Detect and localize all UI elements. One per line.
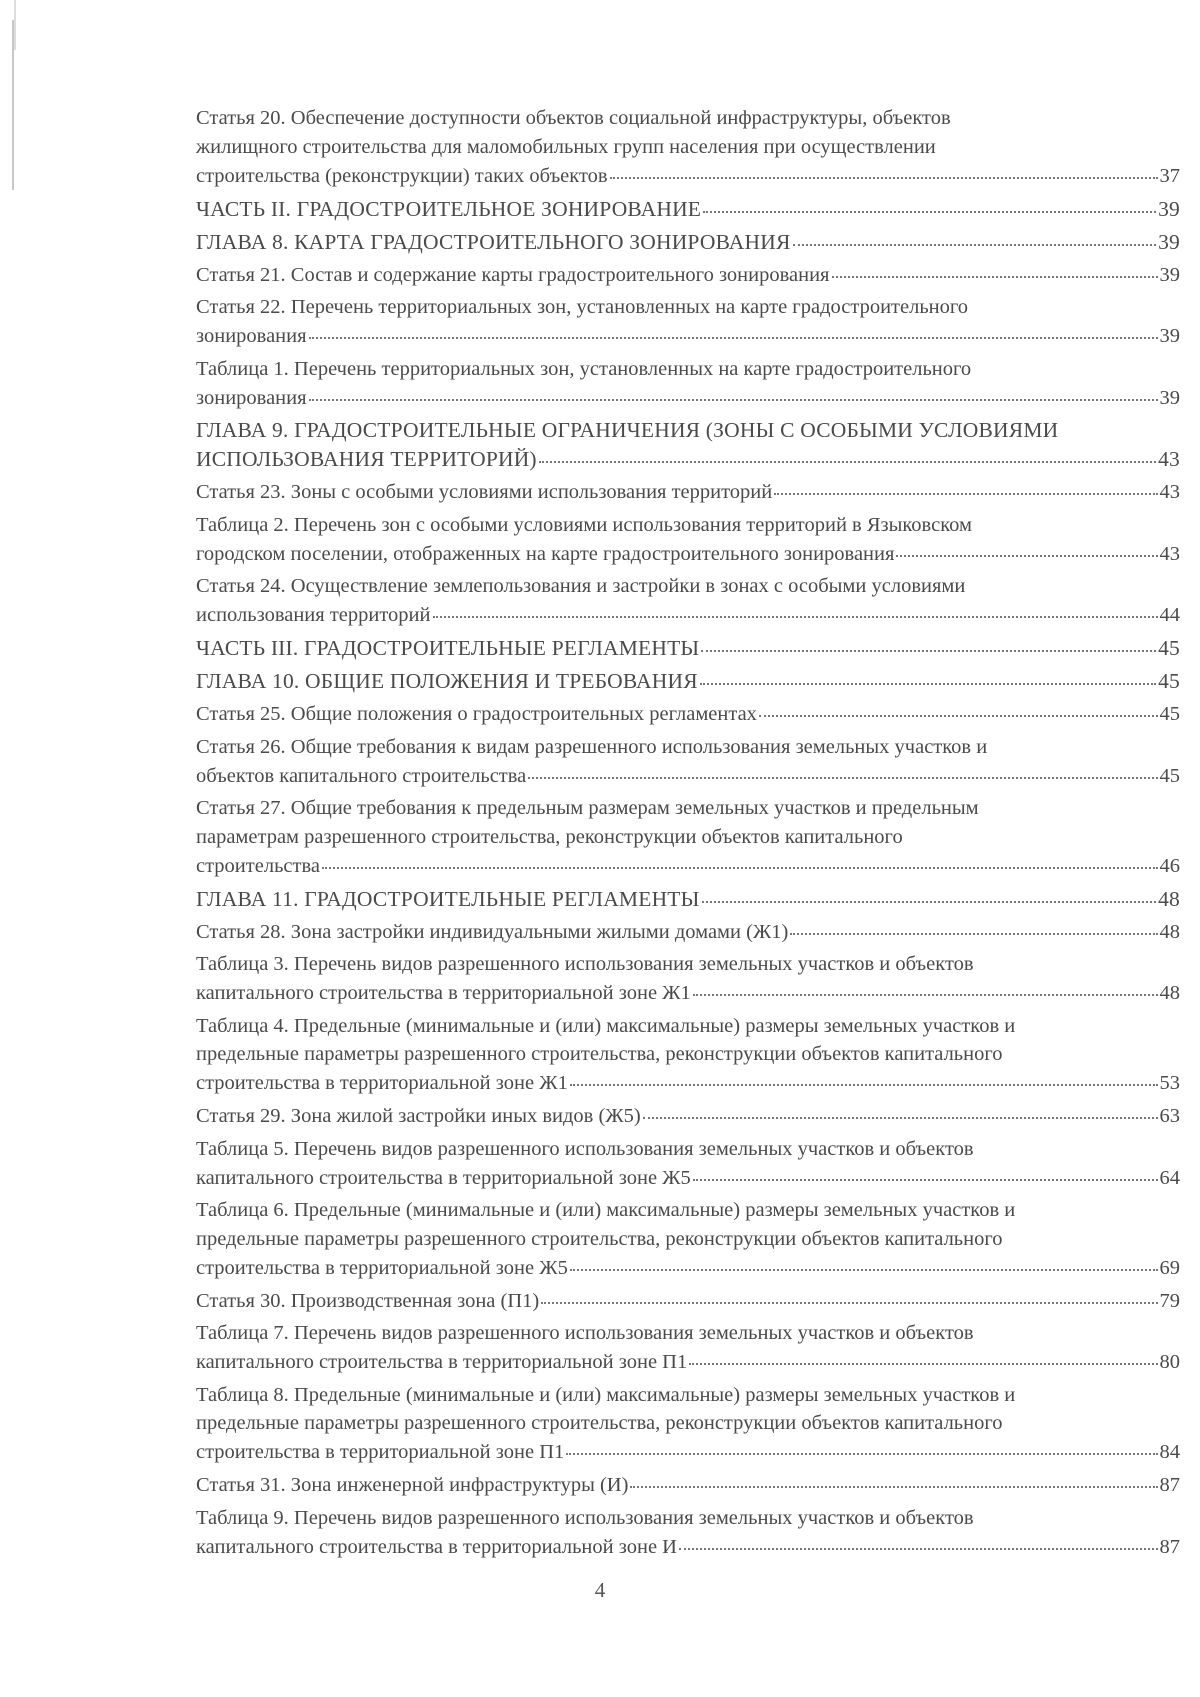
dot-leader <box>566 1438 1157 1459</box>
dot-leader <box>309 383 1158 404</box>
toc-entry <box>196 1471 1180 1500</box>
dot-leader <box>702 884 1157 906</box>
toc-page-number: 64 <box>1159 1166 1180 1189</box>
toc-page-number: 45 <box>1158 669 1180 693</box>
toc-entry-line: Таблица 6. Предельные (минимальные и (или) максимальные) размеры земельных участков и <box>196 1199 1016 1221</box>
toc-entry-last-line <box>196 1253 1180 1282</box>
scan-edge-line <box>14 0 16 50</box>
dot-leader <box>693 979 1158 1000</box>
toc-entry <box>196 355 1180 413</box>
toc-entry-last-line <box>196 851 1180 880</box>
toc-page-number: 53 <box>1159 1072 1180 1094</box>
toc-entry-last-line <box>196 761 1180 790</box>
toc-page-number: 43 <box>1159 542 1180 565</box>
dot-leader <box>700 667 1156 689</box>
dot-leader <box>309 322 1158 343</box>
toc-entry <box>196 1504 1180 1562</box>
dot-leader <box>570 1253 1158 1274</box>
toc-entry <box>196 667 1180 696</box>
toc-entry-last-line <box>196 260 1180 289</box>
toc-entry-line: строительства в территориальной зоне Ж1 <box>196 1072 568 1094</box>
toc-entry-last-line <box>196 1163 1180 1192</box>
toc-entry-line: капитального строительства в территориальной зоне Ж5 <box>196 1166 691 1189</box>
toc-page-number: 43 <box>1159 481 1180 503</box>
toc-page-number: 43 <box>1158 447 1180 471</box>
toc-entry-line: Таблица 7. Перечень видов разрешенного использования земельных участков и объектов <box>196 1322 974 1344</box>
toc-entry-line: Статья 28. Зона застройки индивидуальными жилыми домами (Ж1) <box>196 920 789 943</box>
dot-leader <box>793 227 1157 249</box>
toc-entry-line: объектов капитального строительства <box>196 764 527 787</box>
dot-leader <box>774 478 1157 499</box>
toc-entry <box>196 1102 1180 1131</box>
toc-entry <box>196 634 1180 663</box>
toc-entry-line: Статья 30. Производственная зона (П1) <box>196 1289 540 1312</box>
toc-entry-line: жилищного строительства для маломобильных групп населения при осуществлении <box>196 135 936 158</box>
toc-entry-line: Таблица 1. Перечень территориальных зон, установленных на карте градостроительного <box>196 357 972 380</box>
dot-leader <box>570 1069 1158 1090</box>
toc-entry <box>196 950 1180 1008</box>
toc-entry <box>196 511 1180 569</box>
toc-entry-line: использования территорий <box>196 604 431 626</box>
toc-entry-line: строительства в территориальной зоне Ж5 <box>196 1256 568 1279</box>
toc-entry <box>196 1135 1180 1193</box>
toc-page-number: 39 <box>1159 263 1180 286</box>
toc-entry <box>196 104 1180 190</box>
dot-leader <box>610 161 1158 182</box>
toc-page-number: 80 <box>1159 1351 1180 1373</box>
toc-entry-last-line <box>196 161 1180 190</box>
toc-entry-line: Статья 29. Зона жилой застройки иных видов (Ж5) <box>196 1105 641 1127</box>
toc-entry-line: предельные параметры разрешенного строительства, реконструкции объектов капитального <box>196 1227 1003 1250</box>
toc-page-number: 39 <box>1159 386 1180 409</box>
toc-entry-last-line <box>196 1438 1180 1467</box>
toc-entry-last-line <box>196 601 1180 630</box>
toc-entry <box>196 227 1180 256</box>
toc-entry-line: ЧАСТЬ II. ГРАДОСТРОИТЕЛЬНОЕ ЗОНИРОВАНИЕ <box>196 196 702 221</box>
toc-entry-line: Статья 20. Обеспечение доступности объектов социальной инфраструктуры, объектов <box>196 107 951 129</box>
dot-leader <box>896 539 1157 560</box>
toc-entry-line: капитального строительства в территориальной зоне Ж1 <box>196 982 691 1004</box>
toc-entry-line: ЧАСТЬ III. ГРАДОСТРОИТЕЛЬНЫЕ РЕГЛАМЕНТЫ <box>196 636 700 660</box>
toc-page-number: 39 <box>1159 325 1180 347</box>
toc-entry-last-line <box>196 1102 1180 1131</box>
dot-leader <box>759 700 1158 721</box>
dot-leader <box>689 1348 1157 1369</box>
toc-page-number: 45 <box>1159 703 1180 725</box>
toc-page-number: 87 <box>1159 1474 1180 1496</box>
toc-entry-last-line <box>196 383 1180 412</box>
toc-page-number: 63 <box>1159 1105 1180 1127</box>
toc-entry <box>196 733 1180 791</box>
toc-entry-line: капитального строительства в территориальной зоне П1 <box>196 1351 688 1373</box>
toc-entry-last-line <box>196 979 1180 1008</box>
toc-entry-last-line <box>196 194 1180 223</box>
toc-entry-last-line <box>196 1471 1180 1500</box>
toc-entry-line: ИСПОЛЬЗОВАНИЯ ТЕРРИТОРИЙ) <box>196 447 537 471</box>
toc-entry-line: ГЛАВА 10. ОБЩИЕ ПОЛОЖЕНИЯ И ТРЕБОВАНИЯ <box>196 669 698 693</box>
toc-entry-last-line <box>196 1069 1180 1098</box>
toc-page-number: 69 <box>1159 1256 1180 1279</box>
toc-entry-line: предельные параметры разрешенного строительства, реконструкции объектов капитального <box>196 1043 1003 1065</box>
toc-page-number: 44 <box>1159 604 1180 626</box>
dot-leader <box>528 761 1157 782</box>
toc-entry-line: капитального строительства в территориальной зоне И <box>196 1535 677 1558</box>
toc-entry-line: Таблица 5. Перечень видов разрешенного использования земельных участков и объектов <box>196 1137 974 1160</box>
toc-entry-line: Таблица 4. Предельные (минимальные и (или) максимальные) размеры земельных участков и <box>196 1014 1016 1037</box>
toc-entry-line: Таблица 9. Перечень видов разрешенного использования земельных участков и объектов <box>196 1506 974 1529</box>
toc-entry-line: строительства <box>196 854 320 877</box>
dot-leader <box>539 445 1156 467</box>
toc-entry <box>196 1381 1180 1467</box>
toc-entry-line: Таблица 2. Перечень зон с особыми условиями использования территорий в Языковском <box>196 513 972 536</box>
toc-entry <box>196 1319 1180 1377</box>
toc-page-number: 37 <box>1159 164 1180 187</box>
page-number: 4 <box>594 1578 606 1602</box>
toc-entry-last-line <box>196 227 1180 256</box>
toc-entry-line: городском поселении, отображенных на карте градостроительного зонирования <box>196 542 895 565</box>
table-of-contents <box>196 104 1180 1565</box>
toc-entry <box>196 1012 1180 1098</box>
toc-page-number: 48 <box>1159 920 1180 943</box>
toc-entry-line: Статья 31. Зона инженерной инфраструктуры (И) <box>196 1474 629 1496</box>
toc-entry-line: параметрам разрешенного строительства, реконструкции объектов капитального <box>196 825 903 848</box>
toc-entry-line: строительства в территориальной зоне П1 <box>196 1441 565 1463</box>
toc-page-number: 45 <box>1159 764 1180 787</box>
toc-entry-line: зонирования <box>196 325 307 347</box>
toc-entry <box>196 260 1180 289</box>
toc-entry <box>196 1196 1180 1282</box>
toc-entry-line: зонирования <box>196 386 307 409</box>
toc-entry-last-line <box>196 322 1180 351</box>
toc-entry-line: предельные параметры разрешенного строительства, реконструкции объектов капитального <box>196 1412 1003 1434</box>
toc-page-number: 39 <box>1158 196 1180 221</box>
toc-page-number: 48 <box>1159 982 1180 1004</box>
toc-page-number: 84 <box>1159 1441 1180 1463</box>
dot-leader <box>630 1471 1157 1492</box>
toc-page-number: 39 <box>1158 229 1180 254</box>
dot-leader <box>703 194 1156 216</box>
toc-entry-line: Статья 27. Общие требования к предельным размерам земельных участков и предельным <box>196 797 979 819</box>
toc-page-number: 79 <box>1159 1289 1180 1312</box>
toc-entry-line: ГЛАВА 9. ГРАДОСТРОИТЕЛЬНЫЕ ОГРАНИЧЕНИЯ (ЗОНЫ С ОСОБЫМИ УСЛОВИЯМИ <box>196 418 1059 442</box>
toc-entry-line: Статья 24. Осуществление землепользования и застройки в зонах с особыми условиями <box>196 575 966 597</box>
dot-leader <box>832 260 1158 281</box>
toc-entry-last-line <box>196 1348 1180 1377</box>
toc-entry-line: ГЛАВА 8. КАРТА ГРАДОСТРОИТЕЛЬНОГО ЗОНИРОВАНИЯ <box>196 229 791 254</box>
toc-entry <box>196 416 1180 474</box>
dot-leader <box>790 917 1157 938</box>
toc-page-number: 87 <box>1159 1535 1180 1558</box>
toc-entry <box>196 293 1180 351</box>
dot-leader <box>433 601 1158 622</box>
dot-leader <box>701 634 1156 656</box>
toc-entry-last-line <box>196 478 1180 507</box>
dot-leader <box>541 1286 1157 1307</box>
toc-entry <box>196 700 1180 729</box>
toc-entry-line: Таблица 8. Предельные (минимальные и (или) максимальные) размеры земельных участков и <box>196 1383 1016 1406</box>
toc-entry-line: Таблица 3. Перечень видов разрешенного использования земельных участков и объектов <box>196 953 974 975</box>
dot-leader <box>693 1163 1158 1184</box>
toc-entry <box>196 794 1180 880</box>
toc-page-number: 46 <box>1159 854 1180 877</box>
dot-leader <box>322 851 1158 872</box>
toc-entry <box>196 572 1180 630</box>
toc-entry-line: строительства (реконструкции) таких объектов <box>196 164 608 187</box>
toc-entry-line: Статья 23. Зоны с особыми условиями использования территорий <box>196 481 773 503</box>
toc-entry-last-line <box>196 667 1180 696</box>
toc-entry-last-line <box>196 884 1180 913</box>
dot-leader <box>643 1102 1158 1123</box>
toc-entry <box>196 478 1180 507</box>
toc-entry-last-line <box>196 917 1180 946</box>
toc-page-number: 48 <box>1158 886 1180 911</box>
toc-entry <box>196 1286 1180 1315</box>
toc-entry <box>196 917 1180 946</box>
toc-entry-last-line <box>196 1286 1180 1315</box>
toc-entry <box>196 194 1180 223</box>
toc-entry-line: Статья 21. Состав и содержание карты градостроительного зонирования <box>196 263 830 286</box>
toc-page-number: 45 <box>1158 636 1180 660</box>
toc-entry-last-line <box>196 700 1180 729</box>
toc-entry <box>196 884 1180 913</box>
toc-entry-line: ГЛАВА 11. ГРАДОСТРОИТЕЛЬНЫЕ РЕГЛАМЕНТЫ <box>196 886 700 911</box>
toc-entry-line: Статья 22. Перечень территориальных зон, установленных на карте градостроительного <box>196 296 969 318</box>
dot-leader <box>679 1532 1158 1553</box>
toc-entry-line: Статья 25. Общие положения о градостроительных регламентах <box>196 703 757 725</box>
toc-entry-last-line <box>196 1532 1180 1561</box>
toc-entry-line: Статья 26. Общие требования к видам разрешенного использования земельных участков и <box>196 735 988 758</box>
toc-entry-last-line <box>196 634 1180 663</box>
toc-entry-last-line <box>196 445 1180 474</box>
toc-entry-last-line <box>196 539 1180 568</box>
